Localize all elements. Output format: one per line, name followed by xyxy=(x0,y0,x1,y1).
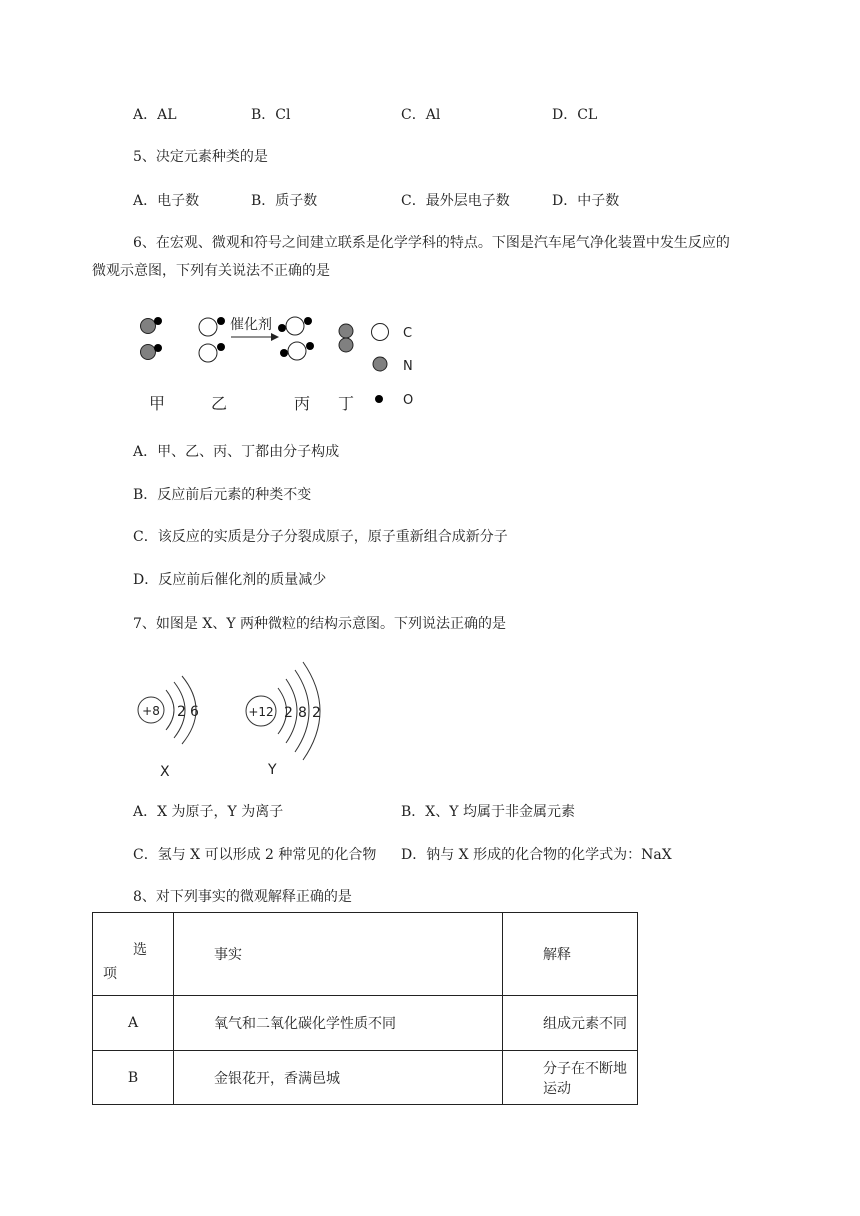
table-header-row xyxy=(93,913,638,996)
label-yi: 乙 xyxy=(211,394,228,413)
q7-option-a: A．X 为原子，Y 为离子 xyxy=(133,804,284,820)
atom-y-shell-1: 2 xyxy=(284,705,293,721)
atom-y-shell-2: 8 xyxy=(298,705,307,721)
catalyst-label: 催化剂 xyxy=(230,317,272,333)
q6-stem-line1: 6、在宏观、微观和符号之间建立联系是化学学科的特点。下图是汽车尾气净化装置中发生反应的 xyxy=(133,235,730,251)
q4-option-b: B．Cl xyxy=(251,107,291,123)
q7-option-d: D．钠与 X 形成的化合物的化学式为：NaX xyxy=(401,847,672,863)
row-b-fact: 金银花开，香满邑城 xyxy=(174,1051,503,1105)
q5-stem: 5、决定元素种类的是 xyxy=(133,149,268,165)
atom-y-nucleus: +12 xyxy=(248,705,274,719)
label-jia: 甲 xyxy=(149,394,166,413)
ding-molecule xyxy=(339,324,353,352)
header-option-part2: 项 xyxy=(103,966,117,982)
header-fact: 事实 xyxy=(174,913,503,996)
yi-molecules xyxy=(199,317,225,362)
jia-molecules xyxy=(141,317,163,360)
atom-x-shell-1: 2 xyxy=(177,704,186,720)
atom-y-label: Y xyxy=(268,762,277,778)
q6-stem-line2: 微观示意图，下列有关说法不正确的是 xyxy=(92,263,330,279)
q6-option-a: A．甲、乙、丙、丁都由分子构成 xyxy=(133,444,340,460)
q4-option-d: D．CL xyxy=(552,107,598,123)
atom-x-nucleus: +8 xyxy=(142,704,160,718)
diagram-legend xyxy=(372,324,414,409)
header-explanation: 解释 xyxy=(503,913,638,996)
q5-option-b: B．质子数 xyxy=(251,193,318,209)
q7-option-c: C．氢与 X 可以形成 2 种常见的化合物 xyxy=(133,847,377,863)
facts-table xyxy=(92,912,638,1105)
legend-c: C xyxy=(403,326,413,341)
table-row xyxy=(93,996,638,1051)
row-a-explanation: 组成元素不同 xyxy=(503,996,638,1051)
header-option xyxy=(93,913,174,996)
reaction-diagram xyxy=(130,305,430,420)
row-a-option: A xyxy=(93,996,174,1051)
legend-o: O xyxy=(403,393,414,408)
atom-y-shell-3: 2 xyxy=(312,705,321,721)
atom-x-label: X xyxy=(160,764,170,780)
q6-option-c: C．该反应的实质是分子分裂成原子，原子重新组合成新分子 xyxy=(133,529,508,545)
q6-option-d: D．反应前后催化剂的质量减少 xyxy=(133,572,327,588)
q7-option-b: B．X、Y 均属于非金属元素 xyxy=(401,804,575,820)
label-ding: 丁 xyxy=(338,394,355,413)
q4-option-c: C．Al xyxy=(401,107,441,123)
q4-option-a: A．AL xyxy=(133,107,177,123)
bing-molecules xyxy=(278,317,314,360)
header-option-part1: 选 xyxy=(133,942,147,958)
q5-option-a: A．电子数 xyxy=(133,193,200,209)
atom-structure-diagram xyxy=(130,652,350,782)
label-bing: 丙 xyxy=(294,394,311,413)
atom-x xyxy=(138,676,199,780)
q6-option-b: B．反应前后元素的种类不变 xyxy=(133,487,312,503)
table-row xyxy=(93,1051,638,1105)
row-b-explanation: 分子在不断地运动 xyxy=(503,1051,638,1105)
q7-stem: 7、如图是 X、Y 两种微粒的结构示意图。下列说法正确的是 xyxy=(133,616,507,632)
q5-option-c: C．最外层电子数 xyxy=(401,193,510,209)
legend-n: N xyxy=(403,359,413,374)
row-b-option: B xyxy=(93,1051,174,1105)
q5-option-d: D．中子数 xyxy=(552,193,620,209)
atom-x-shell-2: 6 xyxy=(190,704,199,720)
atom-y xyxy=(246,662,321,778)
q8-stem: 8、对下列事实的微观解释正确的是 xyxy=(133,889,352,905)
row-a-fact: 氧气和二氧化碳化学性质不同 xyxy=(174,996,503,1051)
